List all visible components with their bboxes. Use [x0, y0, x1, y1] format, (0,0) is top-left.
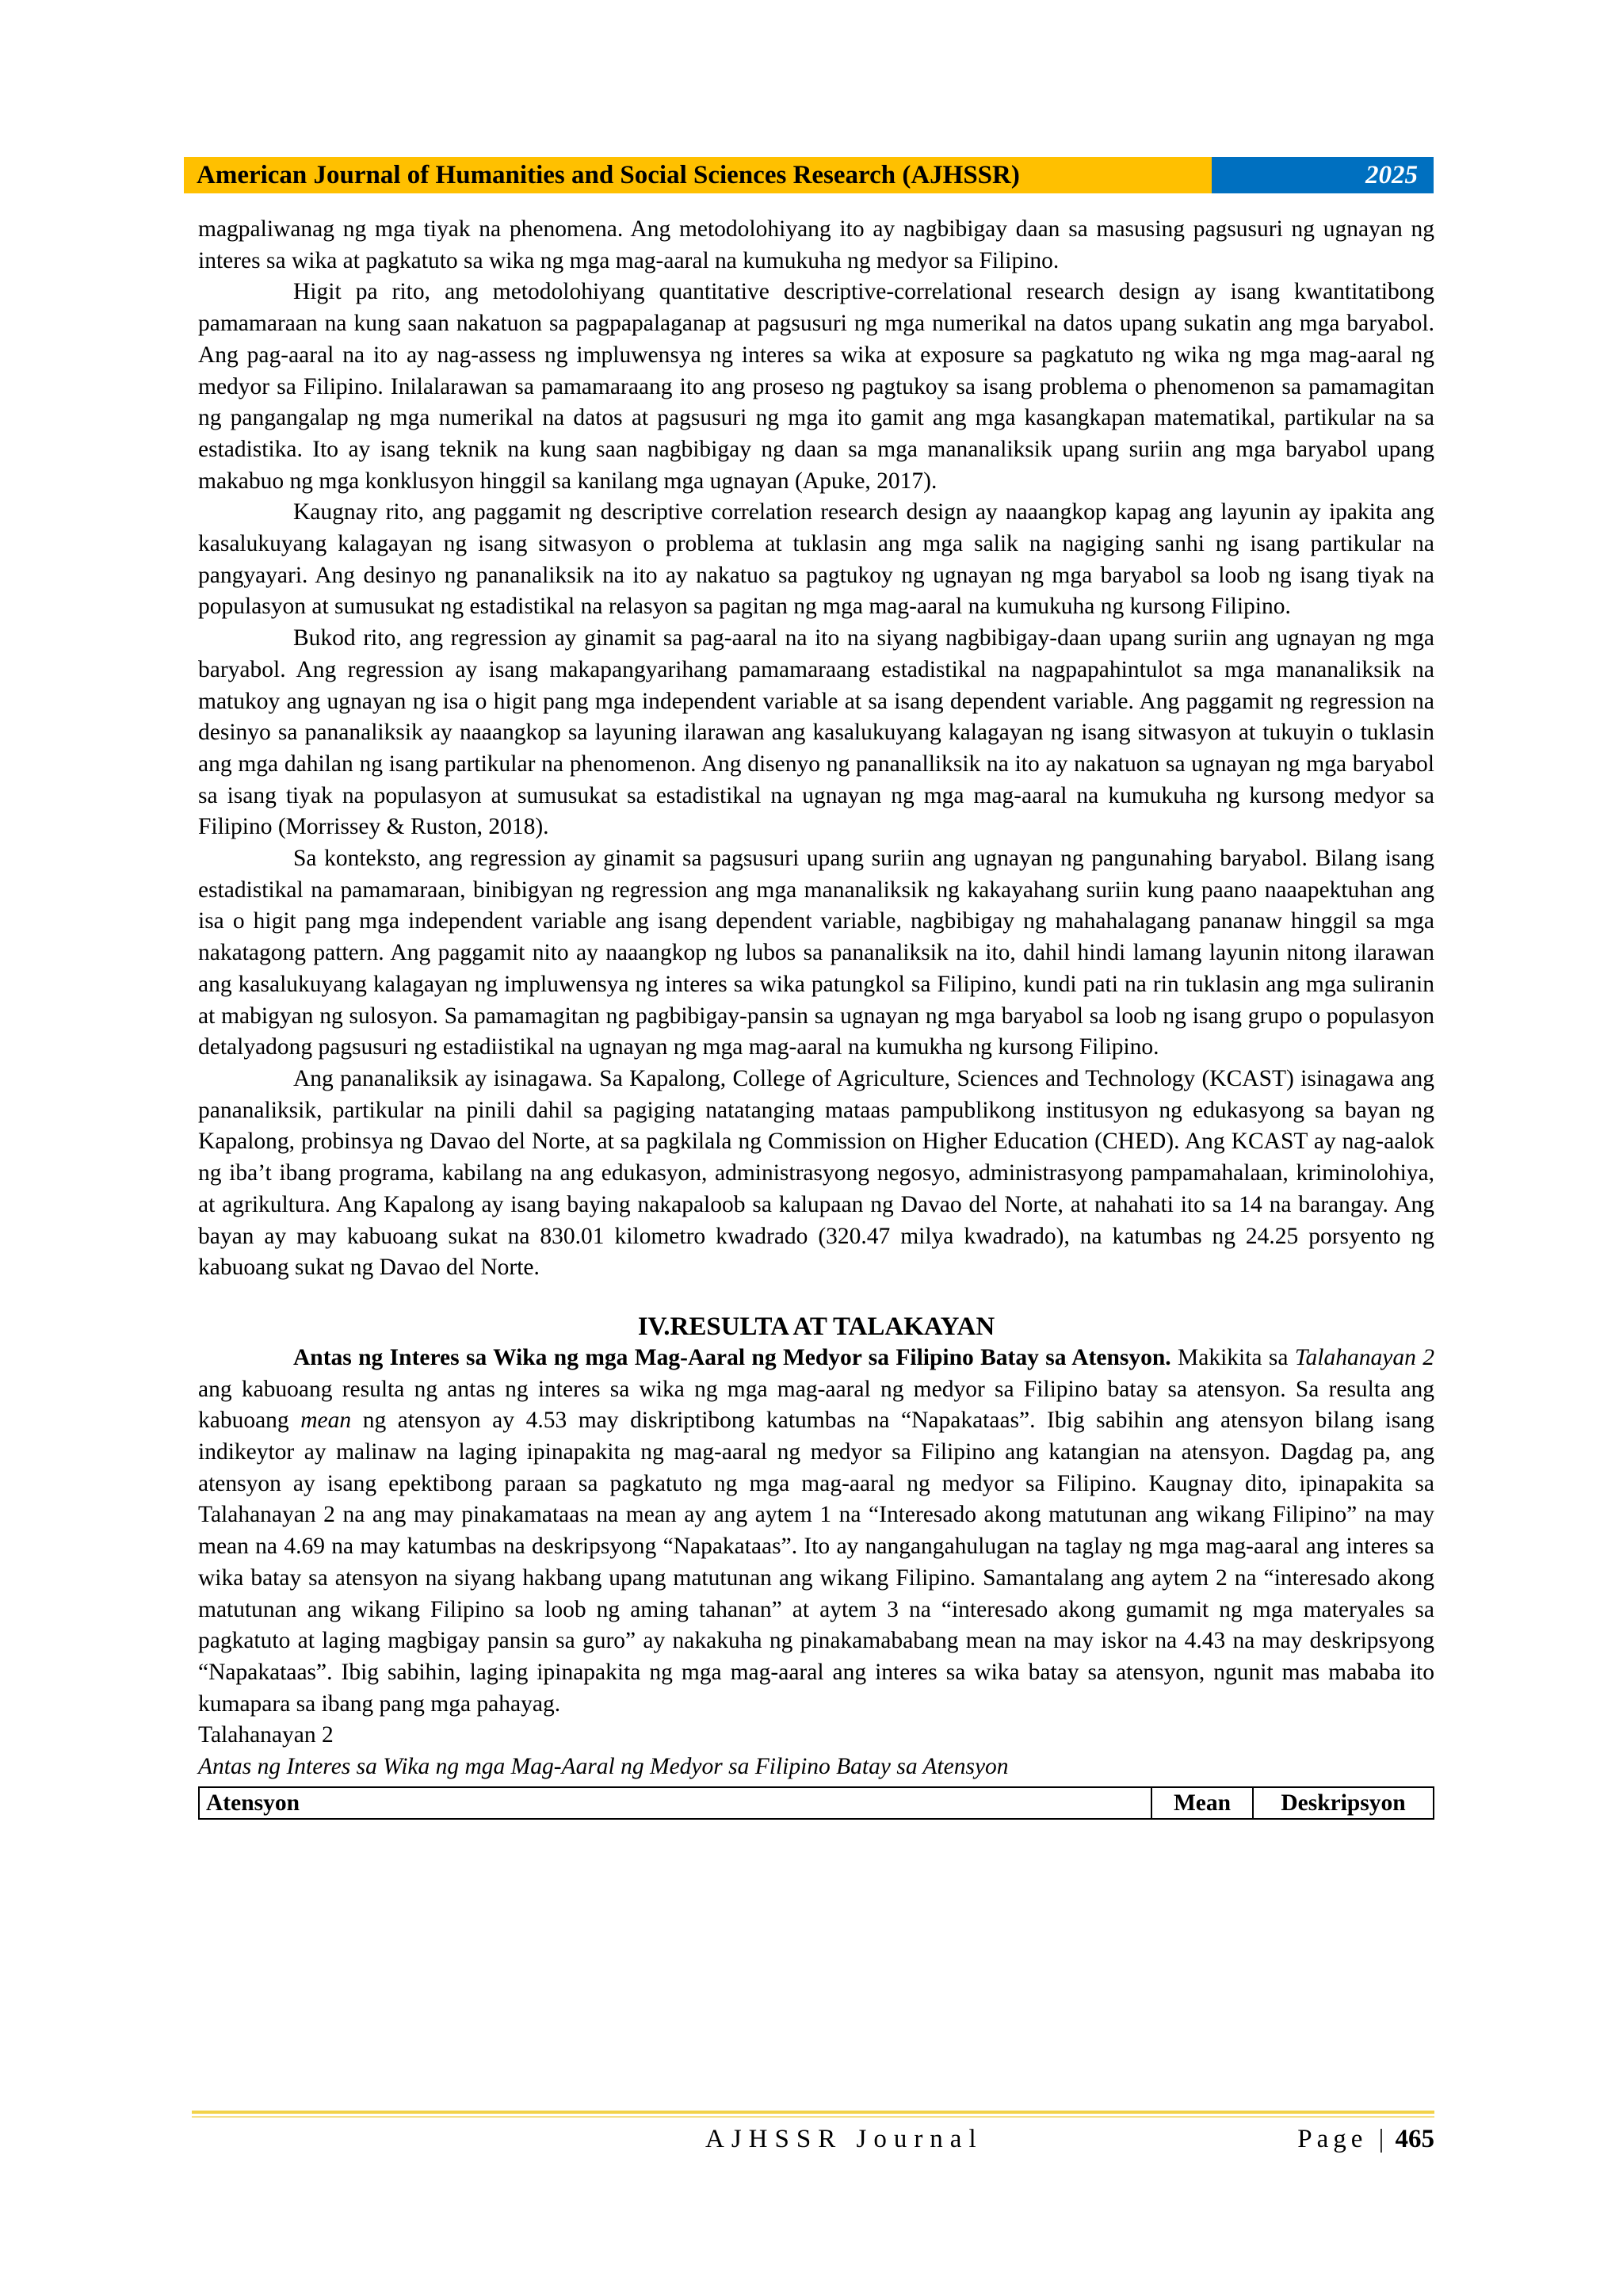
page-label: Page |: [1297, 2125, 1389, 2153]
results-paragraph: [198, 1343, 1434, 1720]
table-header-row: [199, 1787, 1434, 1819]
paragraph: Bukod rito, ang regression ay ginamit sa pag-aaral na ito na siyang nagbibigay-daan upang suriin ang ugnayan ng mga baryabol. Ang regression ay isang makapangyarihang pamamaraang estadistikal na nagpapahintulot sa mga mananaliksik na matukoy ang ugnayan ng isa o higit pang mga independent variable at sa isang dependent variable. Ang paggamit ng regression na desinyo sa pananaliksik ay naaangkop sa layuning ilarawan ang kasalukuyang kalagayan ng isang sitwasyon at tukuyin o tuklasin ang mga dahilan ng isang partikular na phenomenon. Ang disenyo ng pananalliksik na ito ay nakatuon sa ugnayan ng mga baryabol sa isang tiyak na populasyon at sumusukat sa estadistikal na ugnayan ng mga mag-aaral na kumukuha ng kursong medyor sa Filipino (Morrissey & Ruston, 2018).: [198, 625, 1434, 840]
results-table: [198, 1786, 1434, 1820]
header-deskripsyon: Deskripsyon: [1253, 1787, 1434, 1819]
footer-divider-secondary: [192, 2116, 1434, 2118]
paragraph: Higit pa rito, ang metodolohiyang quantitative descriptive-correlational research design ay isang kwantitatibong pamamaraan na kung saan nakatuon sa pagpapalaganap at pagsusuri ng mga numerikal na datos upang sukatin ang mga baryabol. Ang pag-aaral na ito ay nag-assess ng impluwensya ng interes sa wika at exposure sa pagkatuto ng wika ng mga mag-aaral ng medyor sa Filipino. Inilalarawan sa pamamaraang ito ang proseso ng pagtukoy sa isang problema o phenomenon sa pamamagitan ng pangangalap ng mga numerikal na datos at pagsusuri ng mga ito gamit ang mga kasangkapan matematikal, partikular na sa estadistika. Ito ay isang teknik na kung saan nagbibigay ng daan sa mga mananaliksik upang suriin ang mga baryabol upang makabuo ng mga konklusyon hinggil sa kanilang mga ugnayan (Apuke, 2017).: [198, 279, 1434, 494]
journal-title: American Journal of Humanities and Social Sciences Research (AJHSSR): [184, 157, 1212, 193]
paragraph: Kaugnay rito, ang paggamit ng descriptive correlation research design ay naaangkop kapag ang layunin ay ipakita ang kasalukuyang kalagayan ng isang sitwasyon o problema at tuklasin ang mga salik na nagiging sanhi ng isang partikular na pangyayari. Ang desinyo ng pananaliksik na ito ay nakatuo sa pagtukoy ng ugnayan ng mga baryabol sa loob ng isang tiyak na populasyon at sumusukat ng estadistikal na relasyon sa pagitan ng mga mag-aaral na kumukuha ng kursong Filipino.: [198, 499, 1434, 620]
header-atensyon: Atensyon: [199, 1787, 1151, 1819]
text-run: ng atensyon ay 4.53 may diskriptibong katumbas na “Napakataas”. Ibig sabihin ang atensyon bilang isang indikeytor ay malinaw na laging ipinapakita ng mag-aaral ng medyor sa Filipino ang katangian na atensyon. Dagdag pa, ang atensyon ay isang epektibong paraan sa pagkatuto ng mga mag-aaral ng medyor sa Filipino. Kaugnay dito, ipinapakita sa Talahanayan 2 na ang may pinakamataas na mean ay ang aytem 1 na “Interesado akong matutunan ang wikang Filipino” na may mean na 4.69 na may katumbas na deskripsyong “Napakataas”. Ito ay nangangahulugan na taglay ng mga mag-aaral ang interes sa wika batay sa atensyon na siyang hakbang upang matutunan ang wikang Filipino. Samantalang ang aytem 2 na “interesado akong matutunan ang wikang Filipino sa loob ng aming tahanan” at aytem 3 na “interesado akong gumamit ng mga materyales sa pagkatuto at laging magbigay pansin sa guro” ay nakakuha ng pinakamababang mean na may iskor na 4.43 na may deskripsyong “Napakataas”. Ibig sabihin, laging ipinapakita ng mga mag-aaral ang interes sa wika batay sa atensyon, ngunit mas mababa ito kumapara sa ibang pang mga pahayag.: [198, 1408, 1435, 1717]
table-title: Antas ng Interes sa Wika ng mga Mag-Aaral ng Medyor sa Filipino Batay sa Atensyon: [198, 1754, 1009, 1780]
text-run: Makikita sa: [1170, 1344, 1295, 1370]
section-heading: IV.RESULTA AT TALAKAYAN: [637, 1312, 995, 1341]
footer-page: [1297, 2125, 1434, 2154]
footer-journal: AJHSSR Journal: [705, 2125, 983, 2153]
table-label: Talahanayan 2: [198, 1722, 334, 1748]
journal-year: 2025: [1212, 157, 1434, 193]
article-body: [198, 214, 1434, 1820]
header-mean: Mean: [1151, 1787, 1253, 1819]
text-run: ang kabuoang resulta ng antas ng interes sa wika ng mga mag-aaral ng medyor sa Filipino batay sa atensyon. Sa resulta ang kabuoang: [198, 1376, 1434, 1434]
paragraph: Ang pananaliksik ay isinagawa. Sa Kapalong, College of Agriculture, Sciences and Technology (KCAST) isinagawa ang pananaliksik, partikular na pinili dahil sa pagiging natatanging mataas pampublikong institusyon ng edukasyong sa bayan ng Kapalong, probinsya ng Davao del Norte, at sa pagkilala ng Commission on Higher Education (CHED). Ang KCAST ay nag-aalok ng iba’t ibang programa, kabilang na ang edukasyon, administrasyong negosyo, administrasyong pampamahalaan, kriminolohiya, at agrikultura. Ang Kapalong ay isang baying nakapaloob sa kalupaan ng Davao del Norte, at nahahati ito sa 14 na barangay. Ang bayan ay may kabuoang sukat na 830.01 kilometro kwadrado (320.47 milya kwadrado), na katumbas ng 24.25 porsyento ng kabuoang sukat ng Davao del Norte.: [198, 1065, 1434, 1281]
subsection-heading: Antas ng Interes sa Wika ng mga Mag-Aaral ng Medyor sa Filipino Batay sa Atensyon.: [293, 1344, 1171, 1370]
paragraph-continuation: magpaliwanag ng mga tiyak na phenomena. Ang metodolohiyang ito ay nagbibigay daan sa masusing pagsusuri ng ugnayan ng interes sa wika at pagkatuto sa wika ng mga mag-aaral na kumukuha ng medyor sa Filipino.: [198, 216, 1434, 273]
paragraph: Sa konteksto, ang regression ay ginamit sa pagsusuri upang suriin ang ugnayan ng pangunahing baryabol. Bilang isang estadistikal na pamamaraan, binibigyan ng regression ang mga mananaliksik ng kakayahang suriin kung paano naaapektuhan ang isa o higit pang mga independent variable ang isang dependent variable, nagbibigay ng mahahalagang pananaw hinggil sa mga nakatagong pattern. Ang paggamit nito ay naaangkop ng lubos sa pananaliksik na ito, dahil hindi lamang layunin nitong ilarawan ang kasalukuyang kalagayan ng impluwensya ng interes sa wika patungkol sa Filipino, kundi pati na rin tuklasin ang mga suliranin at mabigyan ng sulosyon. Sa pamamagitan ng pagbibigay-pansin sa ugnayan ng mga baryabol sa loob ng isang grupo o populasyon detalyadong pagsusuri ng estadiistikal na ugnayan ng mga mag-aaral na kumukha ng kursong Filipino.: [198, 846, 1434, 1060]
footer-divider: [192, 2111, 1434, 2114]
table-reference: Talahanayan 2: [1294, 1344, 1434, 1370]
mean-term: mean: [300, 1408, 352, 1434]
page-number: 465: [1395, 2125, 1434, 2153]
journal-header: [184, 157, 1434, 193]
